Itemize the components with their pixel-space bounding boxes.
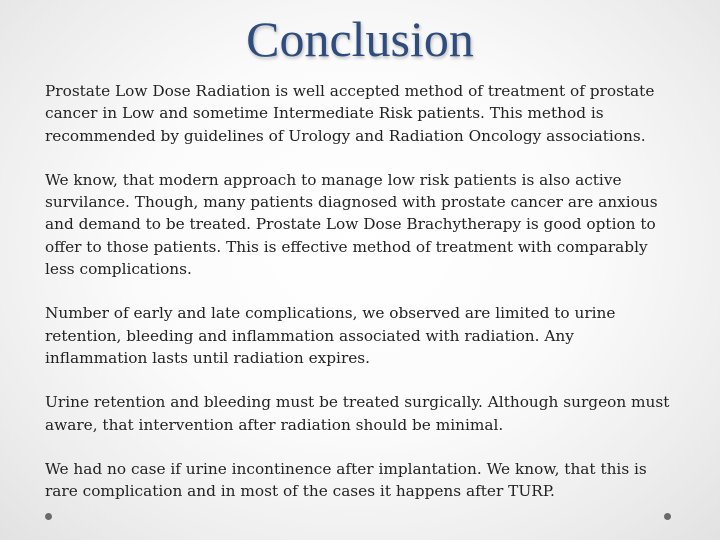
- slide-title: Conclusion: [246, 11, 474, 67]
- decorative-dot-left: [45, 513, 52, 520]
- paragraph-radiation-acceptance: Prostate Low Dose Radiation is well accepted method of treatment of prostate cancer in Low and sometime Intermediate Risk patients. This method is recommended by guidelines of Urology and Radiation Oncology associations.: [45, 82, 655, 145]
- paragraph-incontinence: We had no case if urine incontinence after implantation. We know, that this is rare complication and in most of the cases it happens after TURP.: [45, 459, 647, 501]
- paragraph-active-surveillance: We know, that modern approach to manage low risk patients is also active survilance. Though, many patients diagnosed with prostate cancer are anxious and demand to be treated. Prostate Low Dose Brachytherapy is good option to offer to those patients. This is effective method of treatment with comparably less complications.: [45, 170, 658, 279]
- slide-body: [45, 80, 677, 524]
- paragraph-surgical-treatment: Urine retention and bleeding must be treated surgically. Although surgeon must aware, that intervention after radiation should be minimal.: [45, 393, 670, 434]
- decorative-dot-right: [664, 513, 671, 520]
- paragraph-complications: Number of early and late complications, we observed are limited to urine retention, bleeding and inflammation associated with radiation. Any inflammation lasts until radiation expires.: [45, 304, 616, 367]
